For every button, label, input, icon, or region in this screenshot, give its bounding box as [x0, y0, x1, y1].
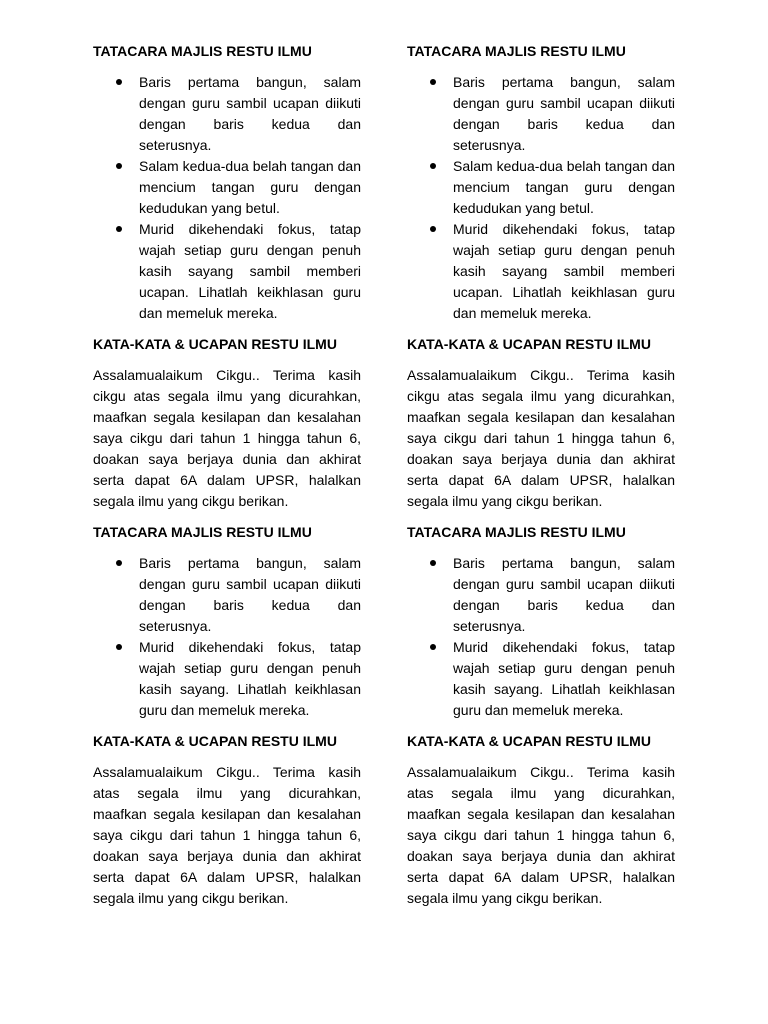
speech-paragraph: Assalamualaikum Cikgu.. Terima kasih atas segala ilmu yang dicurahkan, maafkan segala kesilapan dan kesalahan saya cikgu dari tahun 1 hingga tahun 6, doakan saya berjaya dunia dan akhirat serta dapat 6A dalam UPSR, halalkan segala ilmu yang cikgu berikan.	[93, 764, 361, 906]
procedure-list	[407, 72, 675, 324]
speech-heading: KATA-KATA & UCAPAN RESTU ILMU	[93, 336, 337, 352]
speech-section	[407, 334, 675, 512]
procedure-list	[407, 553, 675, 721]
procedure-item-text: Salam kedua-dua belah tangan dan mencium tangan guru dengan kedudukan yang betul.	[139, 158, 361, 216]
procedure-section	[93, 522, 361, 721]
procedure-item	[93, 637, 361, 721]
procedure-item	[407, 72, 675, 156]
procedure-item-text: Murid dikehendaki fokus, tatap wajah setiap guru dengan penuh kasih sayang sambil memberi ucapan. Lihatlah keikhlasan guru dan memeluk mereka.	[453, 221, 675, 321]
speech-paragraph: Assalamualaikum Cikgu.. Terima kasih cikgu atas segala ilmu yang dicurahkan, maafkan segala kesilapan dan kesalahan saya cikgu dari tahun 1 hingga tahun 6, doakan saya berjaya dunia dan akhirat serta dapat 6A dalam UPSR, halalkan segala ilmu yang cikgu berikan.	[93, 367, 361, 509]
speech-paragraph: Assalamualaikum Cikgu.. Terima kasih atas segala ilmu yang dicurahkan, maafkan segala kesilapan dan kesalahan saya cikgu dari tahun 1 hingga tahun 6, doakan saya berjaya dunia dan akhirat serta dapat 6A dalam UPSR, halalkan segala ilmu yang cikgu berikan.	[407, 764, 675, 906]
bullet-icon	[116, 163, 122, 169]
bullet-icon	[430, 163, 436, 169]
speech-heading: KATA-KATA & UCAPAN RESTU ILMU	[407, 336, 651, 352]
procedure-item-text: Salam kedua-dua belah tangan dan mencium tangan guru dengan kedudukan yang betul.	[453, 158, 675, 216]
procedure-item-text: Murid dikehendaki fokus, tatap wajah setiap guru dengan penuh kasih sayang. Lihatlah keikhlasan guru dan memeluk mereka.	[139, 639, 361, 718]
procedure-item	[93, 553, 361, 637]
procedure-section	[93, 41, 361, 324]
speech-heading: KATA-KATA & UCAPAN RESTU ILMU	[93, 733, 337, 749]
procedure-item-text: Baris pertama bangun, salam dengan guru sambil ucapan diikuti dengan baris kedua dan seterusnya.	[453, 555, 675, 634]
bullet-icon	[116, 644, 122, 650]
speech-section	[93, 731, 361, 909]
procedure-item-text: Baris pertama bangun, salam dengan guru sambil ucapan diikuti dengan baris kedua dan seterusnya.	[139, 74, 361, 153]
procedure-item-text: Baris pertama bangun, salam dengan guru sambil ucapan diikuti dengan baris kedua dan seterusnya.	[139, 555, 361, 634]
bullet-icon	[116, 560, 122, 566]
procedure-item-text: Murid dikehendaki fokus, tatap wajah setiap guru dengan penuh kasih sayang. Lihatlah keikhlasan guru dan memeluk mereka.	[453, 639, 675, 718]
right-column	[407, 41, 675, 919]
procedure-section	[407, 522, 675, 721]
procedure-item	[407, 219, 675, 324]
speech-section	[93, 334, 361, 512]
left-column	[93, 41, 361, 919]
procedure-section	[407, 41, 675, 324]
speech-section	[407, 731, 675, 909]
bullet-icon	[430, 226, 436, 232]
procedure-heading: TATACARA MAJLIS RESTU ILMU	[93, 43, 312, 59]
procedure-item	[93, 72, 361, 156]
procedure-item	[407, 156, 675, 219]
procedure-item	[93, 219, 361, 324]
procedure-item	[407, 553, 675, 637]
bullet-icon	[430, 560, 436, 566]
procedure-heading: TATACARA MAJLIS RESTU ILMU	[407, 43, 626, 59]
procedure-heading: TATACARA MAJLIS RESTU ILMU	[407, 524, 626, 540]
bullet-icon	[116, 79, 122, 85]
speech-heading: KATA-KATA & UCAPAN RESTU ILMU	[407, 733, 651, 749]
bullet-icon	[116, 226, 122, 232]
procedure-list	[93, 72, 361, 324]
bullet-icon	[430, 644, 436, 650]
procedure-item	[407, 637, 675, 721]
procedure-heading: TATACARA MAJLIS RESTU ILMU	[93, 524, 312, 540]
speech-paragraph: Assalamualaikum Cikgu.. Terima kasih cikgu atas segala ilmu yang dicurahkan, maafkan segala kesilapan dan kesalahan saya cikgu dari tahun 1 hingga tahun 6, doakan saya berjaya dunia dan akhirat serta dapat 6A dalam UPSR, halalkan segala ilmu yang cikgu berikan.	[407, 367, 675, 509]
procedure-item	[93, 156, 361, 219]
procedure-list	[93, 553, 361, 721]
procedure-item-text: Baris pertama bangun, salam dengan guru sambil ucapan diikuti dengan baris kedua dan seterusnya.	[453, 74, 675, 153]
procedure-item-text: Murid dikehendaki fokus, tatap wajah setiap guru dengan penuh kasih sayang sambil memberi ucapan. Lihatlah keikhlasan guru dan memeluk mereka.	[139, 221, 361, 321]
bullet-icon	[430, 79, 436, 85]
